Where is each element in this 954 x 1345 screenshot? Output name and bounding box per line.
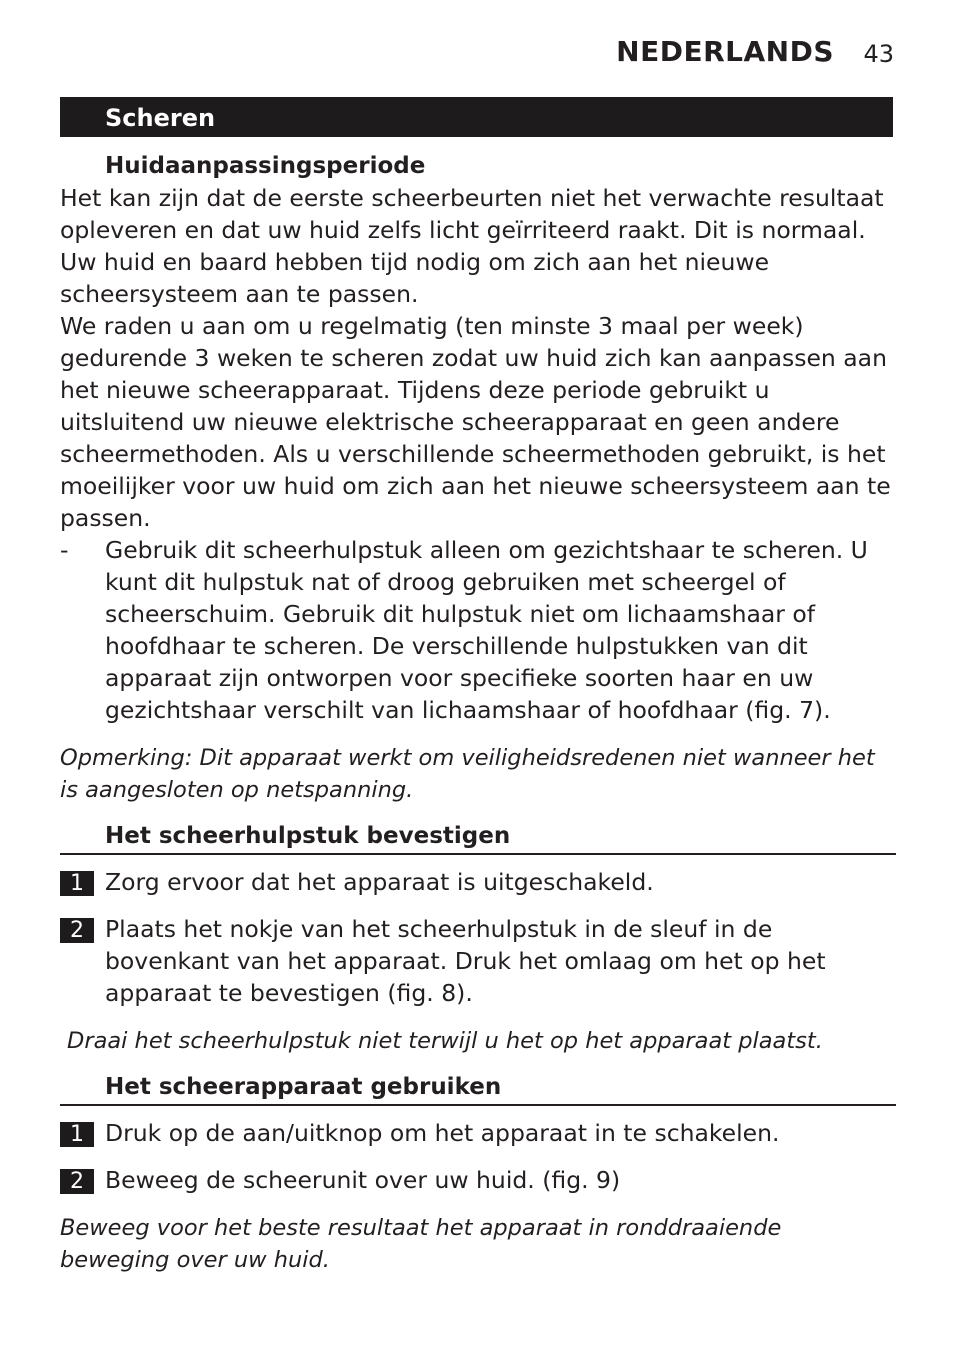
list-dash: - — [60, 536, 69, 564]
section-title: Scheren — [105, 104, 216, 132]
skin-adaptation-paragraph-1: Het kan zijn dat de eerste scheerbeurten niet het verwachte resultaat opleveren en dat uw huid zelfs licht geïrriteerd raakt. Dit is normaal. Uw huid en baard hebben tijd nodig om zich aan het nieuwe scheersysteem aan te passen. — [60, 184, 884, 308]
attachment-usage-list-item — [60, 534, 896, 726]
best-result-note: Beweeg voor het beste resultaat het apparaat in ronddraaiende beweging over uw huid. — [60, 1215, 782, 1273]
section-title-bar — [60, 97, 893, 137]
step-number-badge: 1 — [60, 871, 94, 896]
attach-step-2 — [60, 913, 896, 1009]
use-step-1 — [60, 1117, 896, 1149]
step-text: Beweeg de scheerunit over uw huid. (fig. 9) — [105, 1166, 621, 1194]
page-number: 43 — [863, 40, 894, 68]
attach-step-1 — [60, 866, 896, 898]
use-step-2 — [60, 1164, 896, 1196]
rotate-warning-note: Draai het scheerhulpstuk niet terwijl u het op het apparaat plaatst. — [67, 1028, 823, 1054]
safety-note: Opmerking: Dit apparaat werkt om veiligheidsredenen niet wanneer het is aangesloten op netspanning. — [60, 745, 875, 803]
step-number-badge: 2 — [60, 1169, 94, 1194]
skin-adaptation-paragraph-2: We raden u aan om u regelmatig (ten minste 3 maal per week) gedurende 3 weken te scheren zodat uw huid zich kan aanpassen aan het nieuwe scheerapparaat. Tijdens deze periode gebruikt u uitsluitend uw nieuwe elektrische scheerapparaat en geen andere scheermethoden. Als u verschillende scheermethoden gebruikt, is het moeilijker voor uw huid om zich aan het nieuwe scheersysteem aan te passen. — [60, 312, 891, 532]
step-text: Druk op de aan/uitknop om het apparaat in te schakelen. — [105, 1119, 780, 1147]
attachment-usage-text: Gebruik dit scheerhulpstuk alleen om gezichtshaar te scheren. U kunt dit hulpstuk nat of droog gebruiken met scheergel of scheerschuim. Gebruik dit hulpstuk niet om lichaamshaar of hoofdhaar te scheren. De verschillende hulpstukken van dit apparaat zijn ontworpen voor specifieke soorten haar en uw gezichtshaar verschilt van lichaamshaar of hoofdhaar (fig. 7). — [105, 536, 868, 724]
step-text: Plaats het nokje van het scheerhulpstuk in de sleuf in de bovenkant van het apparaat. Druk het omlaag om het op het apparaat te bevestigen (fig. 8). — [105, 915, 826, 1007]
language-heading: NEDERLANDS — [616, 35, 834, 68]
step-text: Zorg ervoor dat het apparaat is uitgeschakeld. — [105, 868, 654, 896]
step-number-badge: 2 — [60, 918, 94, 943]
page-content — [60, 150, 896, 1276]
step-number-badge: 1 — [60, 1122, 94, 1147]
attach-heading: Het scheerhulpstuk bevestigen — [60, 820, 896, 855]
use-heading: Het scheerapparaat gebruiken — [60, 1071, 896, 1106]
skin-adaptation-heading: Huidaanpassingsperiode — [105, 153, 426, 179]
